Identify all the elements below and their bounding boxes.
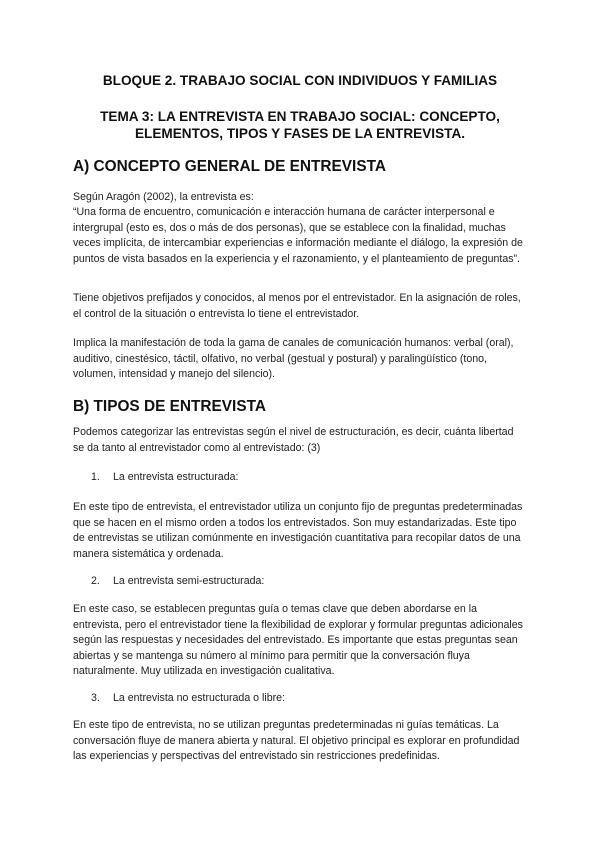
block-title: BLOQUE 2. TRABAJO SOCIAL CON INDIVIDUOS Y FAMILIAS xyxy=(102,73,498,88)
section-a-heading: A) CONCEPTO GENERAL DE ENTREVISTA xyxy=(73,158,386,175)
topic-title-line-2: ELEMENTOS, TIPOS Y FASES DE LA ENTREVISTA. xyxy=(134,126,466,141)
topic-title-line-1: TEMA 3: LA ENTREVISTA EN TRABAJO SOCIAL: CONCEPTO, xyxy=(100,109,500,124)
semi-structured-description: En este caso, se establecen preguntas guía o temas clave que deben abordarse en la entrevista, pero el entrevistador tiene la flexibilidad de explorar y formular preguntas adicionales según las respuestas y necesidades del entrevistado. Es importante que estas preguntas sean abiertas y se mantenga su número al mínimo para permitir que la conversación fluya naturalmente. Muy utilizada en investigación cualitativa. xyxy=(73,603,523,677)
structured-description: En este tipo de entrevista, el entrevistador utiliza un conjunto fijo de preguntas predeterminadas que se hacen en el mismo orden a todos los entrevistados. Son muy estandarizadas. Este tipo de entrevistas se utilizan comúnmente en investigación cuantitativa para recopilar datos de una manera sistemática y ordenada. xyxy=(73,501,523,560)
section-a-paragraph-2: Tiene objetivos prefijados y conocidos, al menos por el entrevistador. En la asignación de roles, el control de la situación o entrevista lo tiene el entrevistador. xyxy=(73,292,521,320)
list-item-unstructured xyxy=(91,691,285,706)
section-b-heading: B) TIPOS DE ENTREVISTA xyxy=(73,398,266,415)
list-number: 1. xyxy=(91,471,100,483)
list-item-title: La entrevista estructurada: xyxy=(113,471,239,483)
list-item-structured xyxy=(91,470,238,485)
section-a-intro: Según Aragón (2002), la entrevista es: xyxy=(73,191,254,203)
list-item-semi-structured xyxy=(91,574,264,589)
list-number: 3. xyxy=(91,692,100,704)
list-item-title: La entrevista no estructurada o libre: xyxy=(113,692,285,704)
unstructured-description: En este tipo de entrevista, no se utilizan preguntas predeterminadas ni guías temáticas. La conversación fluye de manera abierta y natural. El objetivo principal es explorar en profundidad las experiencias y perspectivas del entrevistado sin restricciones predefinidas. xyxy=(73,719,520,762)
list-number: 2. xyxy=(91,575,100,587)
section-a-paragraph-3: Implica la manifestación de toda la gama de canales de comunicación humanos: verbal (oral), auditivo, cinestésico, táctil, olfativo, no verbal (gestual y postural) y paralingüístico (tono, volumen, intensidad y manejo del silencio). xyxy=(73,337,514,380)
section-b-intro: Podemos categorizar las entrevistas según el nivel de estructuración, es decir, cuánta libertad se da tanto al entrevistador como al entrevistado: (3) xyxy=(73,426,514,454)
list-item-title: La entrevista semi-estructurada: xyxy=(113,575,265,587)
section-a-quote: “Una forma de encuentro, comunicación e interacción humana de carácter interpersonal e intergrupal (esto es, dos o más de dos personas), que se establece con la finalidad, muchas veces implícita, de intercambiar experiencias e información mediante el diálogo, la expresión de puntos de vista basados en la experiencia y el razonamiento, y el planteamiento de preguntas”. xyxy=(73,206,523,265)
